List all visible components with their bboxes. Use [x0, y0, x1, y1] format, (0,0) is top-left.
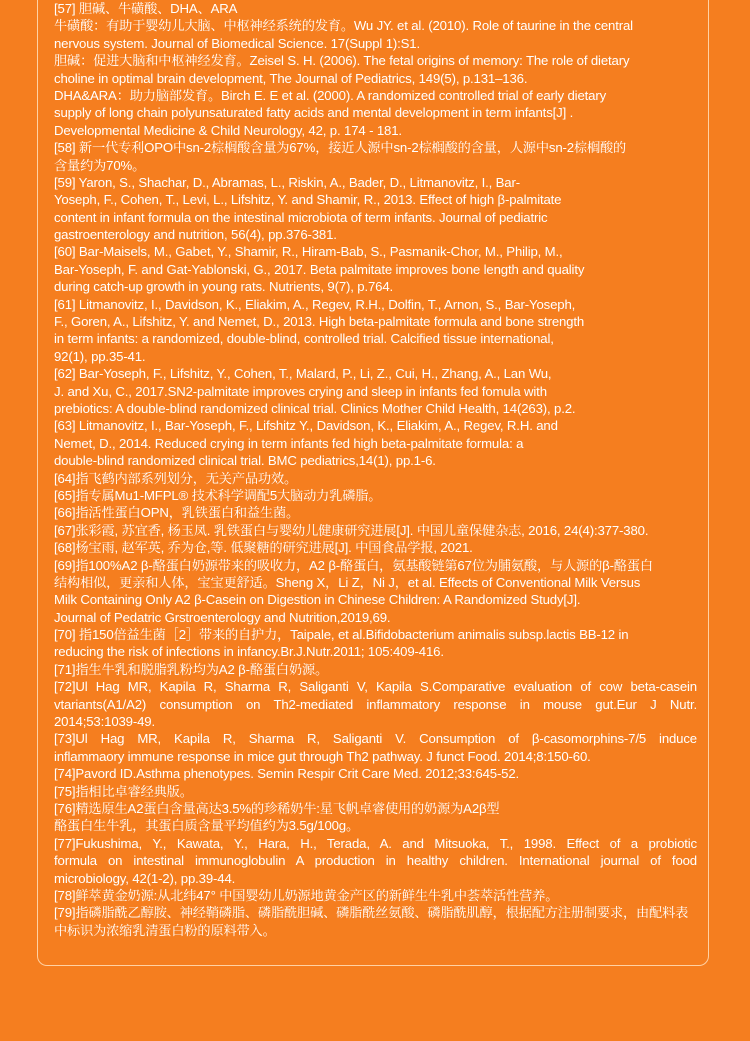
reference-line: 结构相似，更亲和人体，宝宝更舒适。Sheng X，Li Z，Ni J，et al. Effects of Conventional Milk Versus: [54, 574, 641, 590]
reference-line: 中标识为浓缩乳清蛋白粉的原料带入。: [54, 922, 276, 938]
reference-line: [74]Pavord ID.Asthma phenotypes. Semin Respir Crit Care Med. 2012;33:645-52.: [54, 766, 520, 782]
reference-line: Nemet, D., 2014. Reduced crying in term infants fed high beta-palmitate formula: a: [54, 435, 524, 451]
reference-line: 胆碱：促进大脑和中枢神经发育。Zeisel S. H. (2006). The fetal origins of memory: The role of dietary: [54, 53, 630, 69]
reference-line: [73]Ul Hag MR, Kapila R, Sharma R, Saliganti V. Consumption of β-casomorphins-7/5 induce: [54, 731, 697, 747]
reference-line: during catch-up growth in young rats. Nutrients, 9(7), p.764.: [54, 279, 394, 295]
reference-line: Milk Containing Only A2 β-Casein on Digestion in Chinese Children: A Randomized Study[J].: [54, 592, 581, 608]
reference-line: Journal of Pedatric Grstroenterology and Nutrition,2019,69.: [54, 609, 391, 625]
reference-line: [65]指专属Mu1-MFPL® 技术科学调配5大脑动力乳磷脂。: [54, 487, 382, 503]
reference-line: [58] 新一代专利OPO中sn-2棕榈酸含量为67%，接近人源中sn-2棕榈酸的含量，人源中sn-2棕榈酸的: [54, 140, 627, 156]
reference-line: [70] 指150倍益生菌［2］带来的自护力，Taipale, et al.Bifidobacterium animalis subsp.lactis BB-12 in: [54, 627, 629, 643]
reference-line: 牛磺酸：有助于婴幼儿大脑、中枢神经系统的发育。Wu JY. et al. (2010). Role of taurine in the central: [54, 18, 633, 34]
reference-line: [72]Ul Hag MR, Kapila R, Sharma R, Saliganti V, Kapila S.Comparative evaluation of cow beta-casein: [54, 679, 697, 695]
reference-line: [76]精选原生A2蛋白含量高达3.5%的珍稀奶牛:星飞帆卓睿使用的奶源为A2β型: [54, 800, 500, 816]
reference-line: double-blind randomized clinical trial. BMC pediatrics,14(1), pp.1-6.: [54, 453, 436, 469]
reference-line: F., Goren, A., Lifshitz, Y. and Nemet, D., 2013. High beta-palmitate formula and bone strength: [54, 314, 585, 330]
reference-line: Developmental Medicine & Child Neurology, 42, p. 174 - 181.: [54, 122, 402, 138]
reference-line: [62] Bar-Yoseph, F., Lifshitz, Y., Cohen, T., Malard, P., Li, Z., Cui, H., Zhang, A., Lan Wu,: [54, 366, 552, 382]
reference-line: [78]鲜萃黄金奶源:从北纬47° 中国婴幼儿奶源地黄金产区的新鲜生牛乳中荟萃活性营养。: [54, 887, 559, 903]
reference-line: [77]Fukushima, Y., Kawata, Y., Hara, H., Terada, A. and Mitsuoka, T., 1998. Effect of a probiotic: [54, 835, 697, 851]
reference-line: [60] Bar-Maisels, M., Gabet, Y., Shamir, R., Hiram-Bab, S., Pasmanik-Chor, M., Philip, M.,: [54, 244, 563, 260]
reference-line: J. and Xu, C., 2017.SN2-palmitate improves crying and sleep in infants fed fomula with: [54, 383, 547, 399]
reference-line: prebiotics: A double-blind randomized clinical trial. Clinics Mother Child Health, 14(263), p.2.: [54, 400, 576, 416]
reference-line: 酪蛋白生牛乳，其蛋白质含量平均值约为3.5g/100g。: [54, 818, 360, 834]
reference-line: reducing the risk of infections in infancy.Br.J.Nutr.2011; 105:409-416.: [54, 644, 444, 660]
reference-line: [67]张彩霞, 苏宜香, 杨玉凤. 乳铁蛋白与婴幼儿健康研究进展[J]. 中国儿童保健杂志, 2016, 24(4):377-380.: [54, 522, 649, 538]
reference-line: in term infants: a randomized, double-blind, controlled trial. Calcified tissue international,: [54, 331, 554, 347]
reference-line: [59] Yaron, S., Shachar, D., Abramas, L., Riskin, A., Bader, D., Litmanovitz, I., Bar-: [54, 174, 520, 190]
reference-line: formula on intestinal immunoglobulin A production in healthy children. International journal of food: [54, 853, 697, 869]
reference-line: inflammaory immune response in mice gut through Th2 pathway. J funct Food. 2014;8:150-60.: [54, 748, 591, 764]
reference-line: nervous system. Journal of Biomedical Science. 17(Suppl 1):S1.: [54, 35, 420, 51]
reference-line: microbiology, 42(1-2), pp.39-44.: [54, 870, 236, 886]
reference-line: Yoseph, F., Cohen, T., Levi, L., Lifshitz, Y. and Shamir, R., 2013. Effect of high β-palmitate: [54, 192, 562, 208]
reference-line: [61] Litmanovitz, I., Davidson, K., Eliakim, A., Regev, R.H., Dolfin, T., Arnon, S., Bar-Yoseph,: [54, 296, 576, 312]
reference-line: DHA&ARA：助力脑部发育。Birch E. E et al. (2000). A randomized controlled trial of early dietary: [54, 87, 607, 103]
reference-line: [79]指磷脂酰乙醇胺、神经鞘磷脂、磷脂酰胆碱、磷脂酰丝氨酸、磷脂酰肌醇，根据配方注册制要求，由配料表: [54, 905, 689, 921]
references-list: [54, 0, 697, 939]
reference-line: 2014;53:1039-49.: [54, 714, 155, 730]
reference-line: [63] Litmanovitz, I., Bar-Yoseph, F., Lifshitz Y., Davidson, K., Eliakim, A., Regev, R.H. and: [54, 418, 558, 434]
reference-line: [69]指100%A2 β-酪蛋白奶源带来的吸收力，A2 β-酪蛋白，氨基酸链第67位为脯氨酸，与人源的β-酪蛋白: [54, 557, 653, 573]
reference-line: Bar-Yoseph, F. and Gat-Yablonski, G., 2017. Beta palmitate improves bone length and quality: [54, 261, 585, 277]
reference-line: [57] 胆碱、牛磺酸、DHA、ARA: [54, 1, 238, 16]
reference-line: [75]指相比卓睿经典版。: [54, 783, 193, 799]
reference-line: [68]杨宝雨, 赵军英, 乔为仓,等. 低聚糖的研究进展[J]. 中国食品学报, 2021.: [54, 540, 473, 556]
reference-line: gastroenterology and nutrition, 56(4), pp.376-381.: [54, 227, 337, 243]
reference-line: content in infant formula on the intestinal microbiota of term infants. Journal of pediatric: [54, 209, 548, 225]
reference-line: [71]指生牛乳和脱脂乳粉均为A2 β-酪蛋白奶源。: [54, 661, 329, 677]
reference-line: [64]指飞鹤内部系列划分，无关产品功效。: [54, 470, 298, 486]
reference-line: 含量约为70%。: [54, 157, 146, 173]
reference-line: [66]指活性蛋白OPN，乳铁蛋白和益生菌。: [54, 505, 300, 521]
reference-line: vtariants(A1/A2) consumption on Th2-mediated inflammatory response in mouse gut.Eur J Nutr.: [54, 696, 697, 712]
reference-line: choline in optimal brain development, The Journal of Pediatrics, 149(5), p.131–136.: [54, 70, 528, 86]
reference-line: supply of long chain polyunsaturated fatty acids and mental development in term infants[J] .: [54, 105, 574, 121]
reference-line: 92(1), pp.35-41.: [54, 348, 146, 364]
